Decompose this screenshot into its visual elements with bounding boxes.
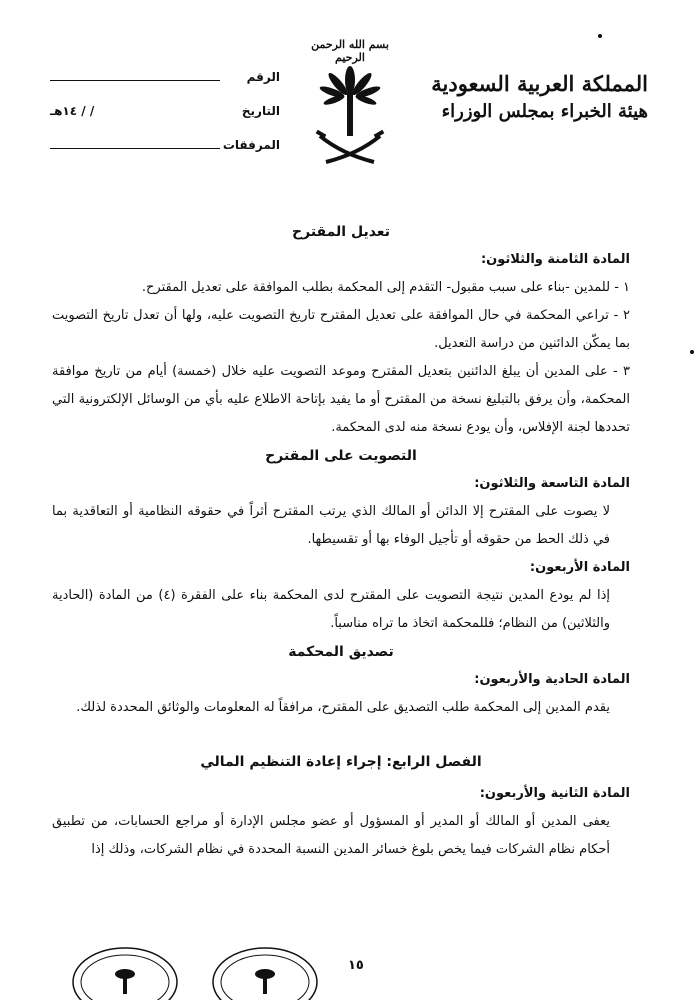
authority-name: هيئة الخبراء بمجلس الوزراء — [441, 101, 648, 122]
date-row — [50, 104, 280, 138]
document-body — [52, 218, 630, 864]
article-42-title: المادة الثانية والأربعون: — [479, 786, 630, 801]
section-title: التصويت على المقترح — [265, 448, 417, 464]
attachments-label: المرفقات — [222, 138, 280, 152]
kingdom-name: المملكة العربية السعودية — [431, 71, 648, 96]
letterhead-title — [431, 70, 648, 126]
section-title: تصديق المحكمة — [288, 644, 394, 660]
attachments-line — [50, 148, 220, 149]
basmala: بسم الله الرحمن الرحيم — [311, 38, 389, 64]
article-41-title: المادة الحادية والأربعون: — [474, 672, 630, 687]
scan-mark — [598, 34, 602, 38]
article-40-title: المادة الأربعون: — [529, 560, 630, 575]
article-38-item-1: ١ - للمدين -بناء على سبب مقبول- التقدم إلى المحكمة بطلب الموافقة على تعديل المقترح. — [141, 280, 630, 295]
scan-mark — [690, 350, 694, 354]
official-stamp-icon — [70, 940, 180, 1000]
article-38-title: المادة الثامنة والثلاثون: — [480, 252, 630, 267]
ref-label: الرقم — [246, 70, 280, 84]
article-41-text: يقدم المدين إلى المحكمة طلب التصديق على المقترح، مرافقاً له المعلومات والوثائق المحددة لذلك. — [76, 700, 610, 715]
article-38-item-2: ٢ - تراعي المحكمة في حال الموافقة على تعديل المقترح تاريخ التصويت عليه، ولها أن تعدل تاريخ التصويت بما يمكّن الدائنين من دراسة التعديل. — [52, 308, 630, 351]
saudi-emblem-icon — [312, 58, 388, 170]
page-number: ١٥ — [348, 958, 364, 973]
attachments-row — [50, 138, 280, 172]
official-stamp-icon — [210, 940, 320, 1000]
article-40-text: إذا لم يودع المدين نتيجة التصويت على المقترح لدى المحكمة بناء على الفقرة (٤) من المادة (الحادية والثلاثين) من النظام؛ فللمحكمة اتخاذ ما تراه مناسباً. — [52, 588, 610, 631]
article-39-text: لا يصوت على المقترح إلا الدائن أو المالك الذي يرتب المقترح أثراً في حقوقه النظامية أو التعاقدية بما في ذلك الحط من حقوقه أو تأجيل الوفاء بها أو تقسيطها. — [52, 504, 610, 547]
section-title: تعديل المقترح — [292, 224, 390, 240]
date-value: / / ١٤هـ — [50, 104, 95, 118]
date-label: التاريخ — [241, 104, 280, 118]
article-39-title: المادة التاسعة والثلاثون: — [474, 476, 630, 491]
ref-line — [50, 80, 220, 81]
article-42-text: يعفى المدين أو المالك أو المدير أو المسؤول أو عضو مجلس الإدارة أو مراجع الحسابات، من تطبيق أحكام نظام الشركات فيما يخص بلوغ خسائر المدين النسبة المحددة في نظام الشركات، وذلك إذا — [52, 814, 610, 857]
article-38-item-3: ٣ - على المدين أن يبلغ الدائنين بتعديل المقترح وموعد التصويت عليه خلال (خمسة) أيام من تاريخ موافقة المحكمة، وأن يرفق بالتبليغ نسخة من المقترح أو ما يفيد بإتاحة الاطلاع عليه بأي من الوسائل الإلكترونية التي تحددها لجنة الإفلاس، وأن يودع نسخة منه لدى المحكمة. — [52, 364, 630, 435]
reference-fields — [50, 70, 280, 172]
chapter-title: الفصل الرابع: إجراء إعادة التنظيم المالي — [200, 754, 482, 770]
ref-number-row — [50, 70, 280, 104]
